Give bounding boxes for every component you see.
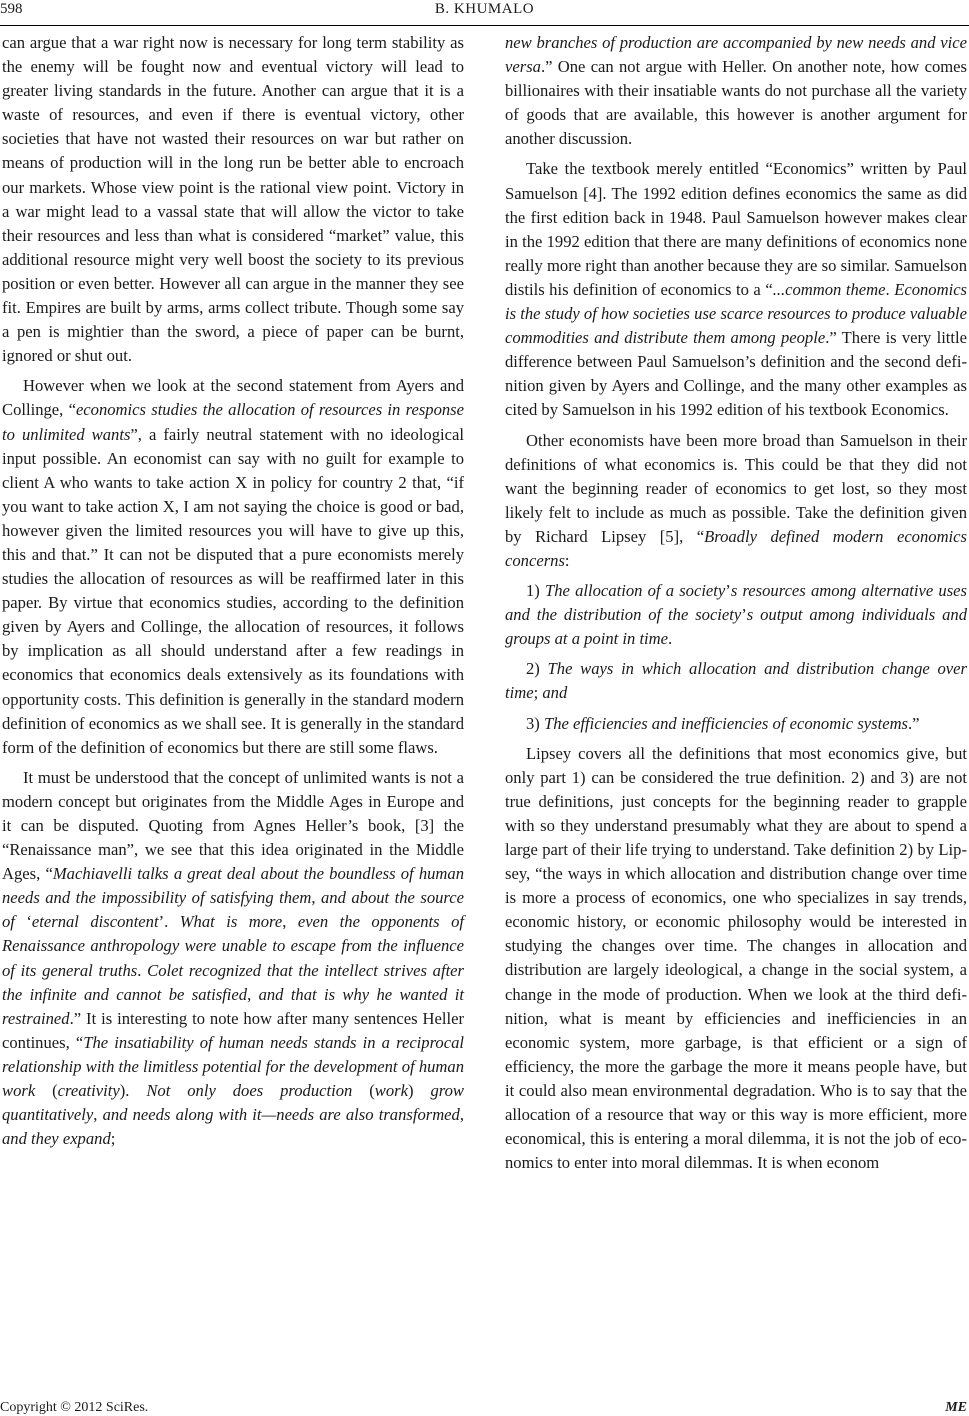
text-run: ( xyxy=(35,1081,58,1101)
italic-run: Economics is the study of how societies use scarce resources to produce valuable commodities and distribute them among people xyxy=(505,279,968,348)
text-run: Lipsey covers all the definitions that most economics give, but only part 1) can be considered the true definition. 2) and 3) are not true definitions, just concepts for the beginning reader to grapple with so they understand presumably what they are about to spend a large part of their life trying to understand. Take definition 2) by Lipsey, “the ways in which allocation and distribution change over time is more a process of economics, one who specializes in say trends, economic history, or economic philosophy would be interested in studying the changes over time. The changes in allocation and distribution are largely ideological, a change in the social system, a change in the mode of production. When we look at the third definition, what is meant by efficiencies and inefficiencies in an economic system, more garbage, is that efficient or a sign of efficiency, the more the garbage the more it means people have, but it could also mean environmental degradation. Who is to say that the allocation of a resource that way or this way is more efficient, more economical, this is entering a moral dilemma, it is not the job of economics to enter into moral dilemmas. It is when econom xyxy=(505,743,967,1173)
text-run: ( xyxy=(352,1081,375,1101)
header-rule xyxy=(0,25,969,26)
text-run: : xyxy=(564,550,570,570)
text-run: 2) xyxy=(526,659,548,679)
text-run: . xyxy=(668,629,673,649)
paragraph xyxy=(2,766,464,1152)
italic-run: The efficiencies and inefficiencies of economic systems xyxy=(543,713,909,733)
paragraph xyxy=(505,429,967,574)
text-run: ). xyxy=(119,1081,147,1101)
text-run: ‘ xyxy=(14,912,32,932)
text-run: .” One can not argue with Heller. On another note, how comes billionaires with their insatiable wants do not purchase all the variety of goods that are available, this however is another argument for another discussion. xyxy=(505,57,967,149)
italic-run: creativity xyxy=(57,1081,120,1101)
italic-run: and that is why he wanted it restrained xyxy=(2,984,464,1028)
italic-run: Not only does production xyxy=(146,1081,353,1101)
italic-run: Colet recognized that the intellect strives after the infinite and cannot be satisfied xyxy=(2,960,465,1004)
text-run: . xyxy=(137,960,148,980)
italic-run: and about the source of xyxy=(2,888,464,932)
text-run: can argue that a war right now is necessary for long term stability as the enemy will be fought now and eventual victory will lead to greater living standards in the future. Another can argue that it is a waste of resources, and even if there is eventual victory, other societies that have not wasted their resources on war but rather on means of production will in the long run be better able to encroach our markets. Whose view point is the rational view point. Victory in a war might lead to a vassal state that will allow the victor to take their resources and less than what is considered “market” value, this additional resource might very well boost the society to its previous position or even better. However all can argue in the manner they see fit. Empires are built by arms, arms collect tribute. Though some say a pen is mightier than the sword, a piece of paper can be burnt, ignored or shut out. xyxy=(2,33,464,366)
italic-run: grow quantitatively xyxy=(2,1081,464,1125)
list-item xyxy=(505,712,967,736)
journal-abbreviation: ME xyxy=(945,1400,967,1415)
italic-run: economics studies the allocation of resources in response to unlimited wants xyxy=(2,400,464,444)
text-run: , xyxy=(247,984,259,1004)
italic-run: eternal discontent xyxy=(31,912,159,932)
text-run: .” It is interesting to note how after many sentences Heller continues, “ xyxy=(2,1008,464,1052)
text-run: 3) xyxy=(526,713,544,733)
italic-run: s resources among alternative uses and the distribution of the society xyxy=(505,581,967,625)
text-run: Take the textbook merely entitled “Economics” written by Paul Samuelson [4]. The 1992 edition defines economics the same as did the first edition back in 1948. Paul Samuelson however makes clear in the 1992 edition that there are many definitions of economics none really more right than another because they are so similar. Samuelson distils his definition of economics to a “ xyxy=(505,159,967,299)
copyright-notice: Copyright © 2012 SciRes. xyxy=(0,1400,149,1415)
page-header xyxy=(0,0,969,24)
paragraph xyxy=(505,31,967,151)
text-run: ’ xyxy=(741,605,747,625)
italic-run: What is more xyxy=(179,912,283,932)
text-run: , xyxy=(93,1105,103,1125)
italic-run: and xyxy=(542,683,568,703)
page-number: 598 xyxy=(0,1,23,17)
text-run: .” There is very little difference between Paul Samuelson’s definition and the second definition given by Ayers and Collinge, and the many other examples as cited by Samuelson in his 1992 edition of his textbook Economics. xyxy=(505,328,968,420)
text-run: It must be understood that the concept of unlimited wants is not a modern concept but originates from the Middle Ages in Europe and it can be disputed. Quoting from Agnes Heller’s book, [3] the “Renaissance man”, we see that this idea originated in the Middle Ages, “ xyxy=(2,767,464,884)
paragraph xyxy=(505,157,967,422)
text-run: , xyxy=(311,888,321,908)
text-run: , xyxy=(459,1105,465,1125)
italic-run: The insatiability of human needs stands in a reciprocal relationship with the limitless potential for the development of human work xyxy=(2,1032,464,1101)
italic-run: work xyxy=(374,1081,408,1101)
italic-run: new branches of production are accompanied by new needs and vice versa xyxy=(505,33,967,77)
list-item xyxy=(505,579,967,651)
text-run: ”, a fairly neutral statement with no ideological input possible. An economist can say with no guilt for example to client A who wants to take action X in policy for country 2 that, “if you want to take action X, I am not saying the choice is good or bad, however given the limited resources you will have to give up this, this and that.” It can not be disputed that a pure economists merely studies the allocation of resources as will be reaffirmed later in this paper. By virtue that economics studies, according to the definition given by Ayers and Collinge, the allocation of resources, it follows by implication as all should understand after a few readings in economics that economics deals extensively as its foundations with opportunity costs. This definition is generally in the standard modern definition of economics as we shall see. It is generally in the standard form of the definition of economics but there are still some flaws. xyxy=(2,424,464,757)
text-run: ; xyxy=(533,683,543,703)
italic-run: The allocation of a society xyxy=(545,581,726,601)
italic-run: and needs along with it—needs are also transformed xyxy=(102,1105,460,1125)
text-run: ’. xyxy=(158,912,180,932)
left-column xyxy=(2,31,464,1151)
text-run: Other economists have been more broad than Samuelson in their definitions of what economics is. This could be that they did not want the beginning reader of economics to get lost, so they most likely felt to include as much as possible. Take the definition given by Richard Lipsey [5], “ xyxy=(505,430,967,546)
paragraph xyxy=(2,374,464,760)
italic-run: s output among individuals and groups at a point in time xyxy=(505,605,967,649)
paragraph xyxy=(2,31,464,368)
text-run: ; xyxy=(110,1129,116,1149)
text-run: . xyxy=(885,279,895,299)
text-run: 1) xyxy=(526,581,546,601)
right-column xyxy=(505,31,967,1175)
italic-run: even the opponents of Renaissance anthropology were unable to escape from the influence of its general truths xyxy=(2,912,464,980)
italic-run: Broadly defined modern economics concerns xyxy=(505,526,967,570)
text-run: ’ xyxy=(725,581,731,601)
italic-run: Machiavelli talks a great deal about the boundless of human needs and the impossibility of satisfying them xyxy=(2,864,465,908)
italic-run: and they expand xyxy=(2,1129,111,1149)
running-title: B. KHUMALO xyxy=(434,1,535,17)
text-run: .” xyxy=(908,713,920,733)
text-run: However when we look at the second statement from Ayers and Collinge, “ xyxy=(2,376,464,420)
text-run: , xyxy=(282,912,298,932)
italic-run: ...common theme xyxy=(772,279,886,299)
paragraph xyxy=(505,742,967,1176)
text-run: ) xyxy=(407,1081,431,1101)
italic-run: The ways in which allocation and distribution change over time xyxy=(505,659,967,703)
list-item xyxy=(505,657,967,705)
